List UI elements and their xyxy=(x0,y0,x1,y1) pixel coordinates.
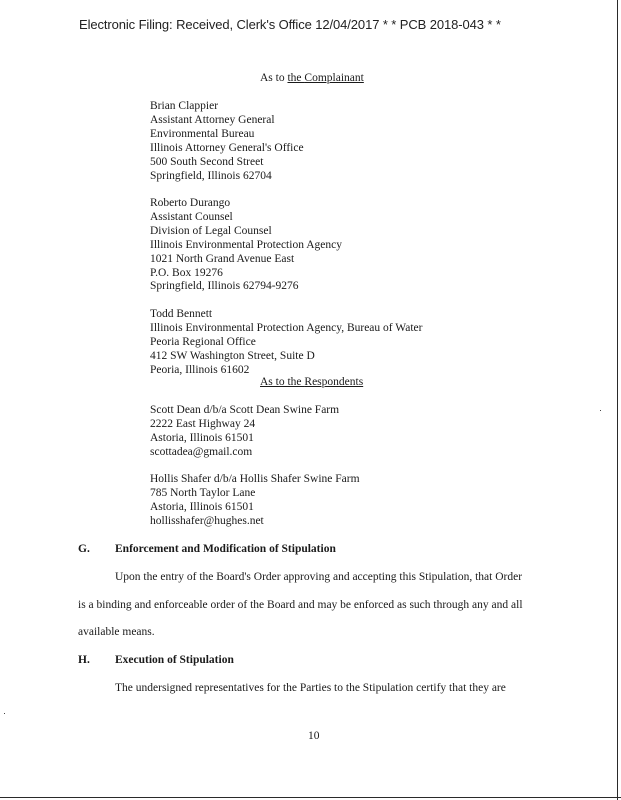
address-line: 500 South Second Street xyxy=(150,155,264,168)
scan-speck xyxy=(600,410,601,411)
address-line: Illinois Attorney General's Office xyxy=(150,141,304,154)
address-line: Todd Bennett xyxy=(150,308,213,320)
address-line: 785 North Taylor Lane xyxy=(150,486,256,499)
email-address: hollisshafer@hughes.net xyxy=(150,514,264,527)
complainant-heading-the: the xyxy=(287,72,305,84)
section-g-paragraph-line: Upon the entry of the Board's Order approving and accepting this Stipulation, that Order xyxy=(115,571,523,583)
address-line: 412 SW Washington Street, Suite D xyxy=(150,349,315,362)
page-number: 10 xyxy=(308,730,320,742)
address-line: 1021 North Grand Avenue East xyxy=(150,252,295,265)
address-line: P.O. Box 19276 xyxy=(150,266,223,279)
address-line: Springfield, Illinois 62794-9276 xyxy=(150,280,299,293)
email-address: scottadea@gmail.com xyxy=(150,445,253,458)
address-line: Assistant Attorney General xyxy=(150,113,275,126)
complainant-contact-clappier xyxy=(150,100,304,183)
respondents-heading-label: Respondents xyxy=(304,376,364,388)
page-edge-right xyxy=(617,0,618,800)
address-line: Hollis Shafer d/b/a Hollis Shafer Swine Farm xyxy=(150,473,360,485)
address-line: Assistant Counsel xyxy=(150,210,233,223)
address-line: Springfield, Illinois 62704 xyxy=(150,169,272,182)
page-edge-bottom xyxy=(0,797,621,798)
respondent-contact-shafer xyxy=(150,473,360,529)
complainant-heading-label: Complainant xyxy=(304,72,364,84)
complainant-heading-prefix: As to xyxy=(260,72,288,84)
section-h-letter: H. xyxy=(78,654,90,666)
address-line: Peoria Regional Office xyxy=(150,335,256,348)
section-g-paragraph-line: is a binding and enforceable order of the Board and may be enforced as such through any and all xyxy=(78,599,523,611)
section-h-title: Execution of Stipulation xyxy=(115,654,234,666)
address-line: Astoria, Illinois 61501 xyxy=(150,431,254,444)
complainant-contact-durango xyxy=(150,197,342,294)
respondent-contact-dean xyxy=(150,404,339,460)
address-line: Scott Dean d/b/a Scott Dean Swine Farm xyxy=(150,404,340,416)
section-h-paragraph-line: The undersigned representatives for the Parties to the Stipulation certify that they are xyxy=(115,682,506,694)
section-g-title: Enforcement and Modification of Stipulation xyxy=(115,543,336,555)
address-line: Illinois Environmental Protection Agency, Bureau of Water xyxy=(150,321,423,334)
complainant-heading xyxy=(260,72,364,84)
address-line: Roberto Durango xyxy=(150,197,231,209)
complainant-contact-bennett xyxy=(150,308,422,378)
respondents-heading xyxy=(260,376,363,388)
filing-stamp: Electronic Filing: Received, Clerk's Office 12/04/2017 * * PCB 2018-043 * * xyxy=(79,17,501,32)
section-g-paragraph-line: available means. xyxy=(78,626,155,638)
address-line: 2222 East Highway 24 xyxy=(150,417,256,430)
address-line: Environmental Bureau xyxy=(150,127,255,140)
section-g-letter: G. xyxy=(78,543,90,555)
scan-speck xyxy=(4,713,5,714)
respondents-heading-prefix: As to the xyxy=(260,376,305,388)
address-line: Illinois Environmental Protection Agency xyxy=(150,238,342,251)
address-line: Peoria, Illinois 61602 xyxy=(150,363,250,376)
address-line: Astoria, Illinois 61501 xyxy=(150,500,254,513)
address-line: Brian Clappier xyxy=(150,100,219,112)
address-line: Division of Legal Counsel xyxy=(150,224,272,237)
